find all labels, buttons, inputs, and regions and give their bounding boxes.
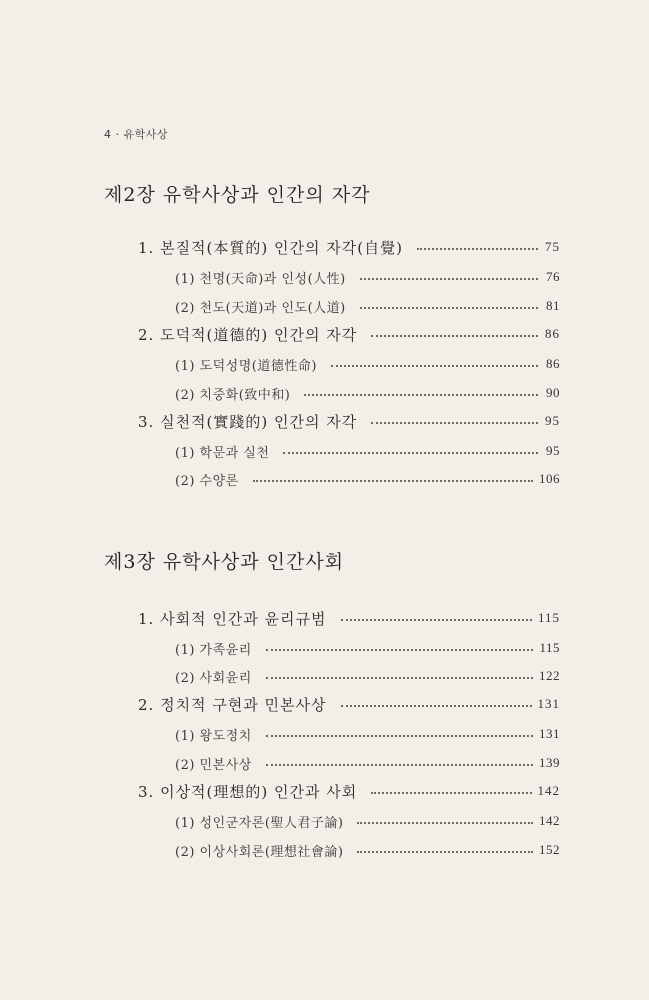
toc-entry[interactable] — [138, 410, 560, 432]
toc-entry[interactable] — [175, 752, 560, 774]
toc-entry[interactable] — [175, 353, 560, 375]
toc-entry-page: 131 — [539, 726, 560, 741]
toc-entry-label: (1) 천명(天命)과 인성(人性) — [175, 271, 346, 287]
toc-entry-page: 81 — [546, 298, 560, 313]
toc-entry[interactable] — [175, 266, 560, 288]
toc-entry-label: (1) 성인군자론(聖人君子論) — [175, 815, 344, 831]
toc-entry[interactable] — [175, 295, 560, 317]
dot-leader — [371, 792, 531, 794]
toc-entry[interactable] — [138, 236, 560, 258]
toc-entry[interactable] — [175, 723, 560, 745]
toc-entry[interactable] — [138, 323, 560, 345]
toc-entry-label: (1) 도덕성명(道德性命) — [175, 358, 317, 374]
toc-entry[interactable] — [175, 637, 560, 659]
toc-entry[interactable] — [175, 839, 560, 861]
toc-entry-page: 142 — [537, 783, 560, 798]
toc-entry-page: 86 — [546, 356, 560, 371]
dot-leader — [371, 422, 538, 424]
dot-leader — [266, 649, 534, 651]
dot-leader — [331, 365, 538, 367]
toc-entry-label: (2) 천도(天道)과 인도(人道) — [175, 300, 346, 316]
toc-entry-label: (2) 치중화(致中和) — [175, 387, 291, 403]
dot-leader — [341, 619, 532, 621]
dot-leader — [357, 851, 533, 853]
toc-entry-label: 2. 도덕적(道德的) 인간의 자각 — [138, 325, 358, 344]
toc-entry[interactable] — [175, 665, 560, 687]
toc-entry[interactable] — [175, 440, 560, 462]
toc-entry-label: 3. 이상적(理想的) 인간과 사회 — [138, 782, 358, 801]
toc-entry-label: (2) 수양론 — [175, 473, 239, 489]
toc-entry-page: 106 — [539, 471, 560, 486]
dot-leader — [266, 735, 533, 737]
chapter-3-title: 제3장 유학사상과 인간사회 — [104, 551, 345, 573]
toc-entry-page: 115 — [539, 640, 560, 655]
toc-entry[interactable] — [175, 468, 560, 490]
toc-entry-page: 75 — [545, 239, 560, 254]
toc-entry-page: 90 — [546, 385, 560, 400]
toc-entry-label: 1. 본질적(本質的) 인간의 자각(自覺) — [138, 238, 403, 257]
toc-entry-label: (1) 왕도정치 — [175, 728, 252, 744]
toc-entry-label: 1. 사회적 인간과 윤리규범 — [138, 609, 327, 628]
toc-entry[interactable] — [138, 693, 560, 715]
dot-leader — [253, 480, 533, 482]
dot-leader — [357, 822, 533, 824]
chapter-2-title: 제2장 유학사상과 인간의 자각 — [104, 184, 371, 206]
dot-leader — [266, 677, 533, 679]
running-header: 4 · 유학사상 — [104, 128, 168, 141]
toc-entry-label: (1) 학문과 실천 — [175, 445, 270, 461]
toc-entry-label: 2. 정치적 구현과 민본사상 — [138, 695, 327, 714]
toc-entry-page: 95 — [546, 443, 560, 458]
toc-entry-page: 139 — [539, 755, 560, 770]
toc-entry-page: 131 — [537, 696, 560, 711]
toc-entry-page: 152 — [539, 842, 560, 857]
dot-leader — [360, 307, 538, 309]
dot-leader — [371, 335, 538, 337]
dot-leader — [266, 764, 533, 766]
toc-entry-label: 3. 실천적(實踐的) 인간의 자각 — [138, 412, 358, 431]
toc-entry[interactable] — [175, 382, 560, 404]
toc-entry-page: 122 — [539, 668, 560, 683]
toc-entry-label: (2) 사회윤리 — [175, 670, 252, 686]
dot-leader — [304, 394, 538, 396]
toc-entry-page: 115 — [537, 610, 560, 625]
toc-entry-page: 95 — [545, 413, 560, 428]
dot-leader — [341, 705, 532, 707]
toc-entry-page: 76 — [546, 269, 560, 284]
toc-entry[interactable] — [138, 607, 560, 629]
toc-entry-label: (1) 가족윤리 — [175, 642, 252, 658]
dot-leader — [360, 278, 538, 280]
toc-entry-page: 142 — [539, 813, 560, 828]
toc-entry-label: (2) 이상사회론(理想社會論) — [175, 844, 344, 860]
toc-entry-label: (2) 민본사상 — [175, 757, 252, 773]
toc-entry-page: 86 — [545, 326, 560, 341]
dot-leader — [283, 452, 538, 454]
dot-leader — [417, 248, 538, 250]
toc-entry[interactable] — [138, 780, 560, 802]
toc-entry[interactable] — [175, 810, 560, 832]
